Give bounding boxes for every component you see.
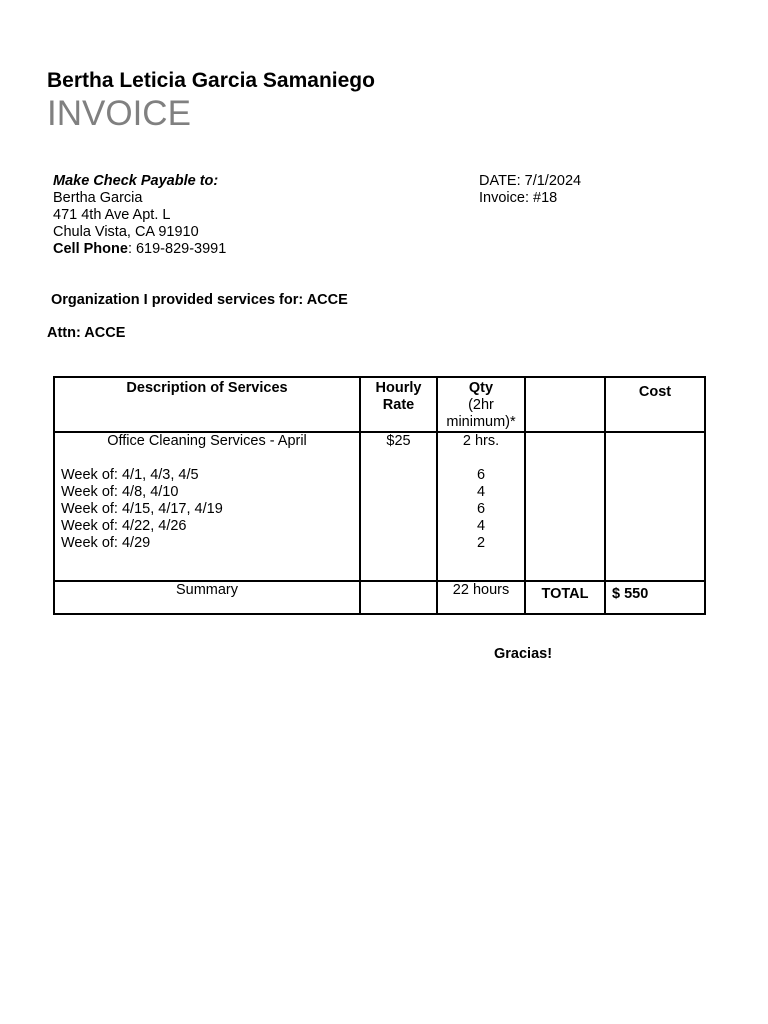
total-value: $ 550: [605, 581, 705, 614]
services-table: [53, 376, 706, 615]
list-item: Week of: 4/22, 4/26: [61, 518, 187, 534]
qty-minimum: 2 hrs.: [462, 433, 500, 449]
list-item: 6: [476, 467, 486, 483]
summary-label: Summary: [54, 581, 360, 614]
list-item: 6: [476, 501, 486, 517]
payee-phone: [53, 241, 226, 258]
list-item: Week of: 4/29: [61, 535, 151, 551]
attn-line: Attn: ACCE: [47, 325, 126, 341]
header-rate-line1: Hourly: [375, 380, 422, 396]
organization-line: Organization I provided services for: ACCE: [51, 292, 348, 308]
payee-address-line1: 471 4th Ave Apt. L: [53, 207, 171, 223]
payee-address-line2: Chula Vista, CA 91910: [53, 224, 199, 240]
empty-cell: [525, 432, 605, 581]
header-qty-line1: Qty: [468, 380, 494, 396]
service-title: Office Cleaning Services - April: [107, 433, 307, 449]
header-qty-line3: minimum)*: [446, 414, 516, 430]
list-item: 4: [476, 518, 486, 534]
list-item: 4: [476, 484, 486, 500]
summary-hours: 22 hours: [437, 581, 525, 614]
qty-list: [438, 467, 524, 552]
header-description: Description of Services: [54, 377, 360, 432]
header-qty: [437, 377, 525, 432]
total-label: TOTAL: [525, 581, 605, 614]
weeks-list: [55, 467, 359, 552]
phone-label: Cell Phone: [53, 241, 128, 257]
header-qty-line2: (2hr: [468, 397, 494, 413]
list-item: Week of: 4/15, 4/17, 4/19: [61, 501, 223, 517]
payable-label: Make Check Payable to:: [53, 173, 219, 189]
invoice-number: Invoice: #18: [479, 190, 558, 206]
invoice-owner-name: Bertha Leticia Garcia Samaniego: [47, 69, 375, 92]
summary-rate-cell: [360, 581, 437, 614]
list-item: Week of: 4/1, 4/3, 4/5: [61, 467, 199, 483]
invoice-meta: [479, 173, 581, 207]
services-cell: [54, 432, 360, 581]
payable-block: [53, 173, 226, 258]
list-item: Week of: 4/8, 4/10: [61, 484, 179, 500]
header-cost: Cost: [605, 377, 705, 432]
cost-cell: [605, 432, 705, 581]
list-item: 2: [476, 535, 486, 551]
header-rate-line2: Rate: [382, 397, 415, 413]
document-title: INVOICE: [47, 94, 191, 133]
qty-cell: [437, 432, 525, 581]
header-hourly-rate: [360, 377, 437, 432]
header-extra: [525, 377, 605, 432]
phone-value: : 619-829-3991: [127, 241, 227, 257]
summary-row: [54, 581, 705, 614]
payee-name: Bertha Garcia: [53, 190, 143, 206]
thanks-note: Gracias!: [494, 646, 553, 662]
invoice-date: DATE: 7/1/2024: [479, 173, 582, 189]
table-header-row: [54, 377, 705, 432]
rate-cell: $25: [360, 432, 437, 581]
table-row: [54, 432, 705, 581]
